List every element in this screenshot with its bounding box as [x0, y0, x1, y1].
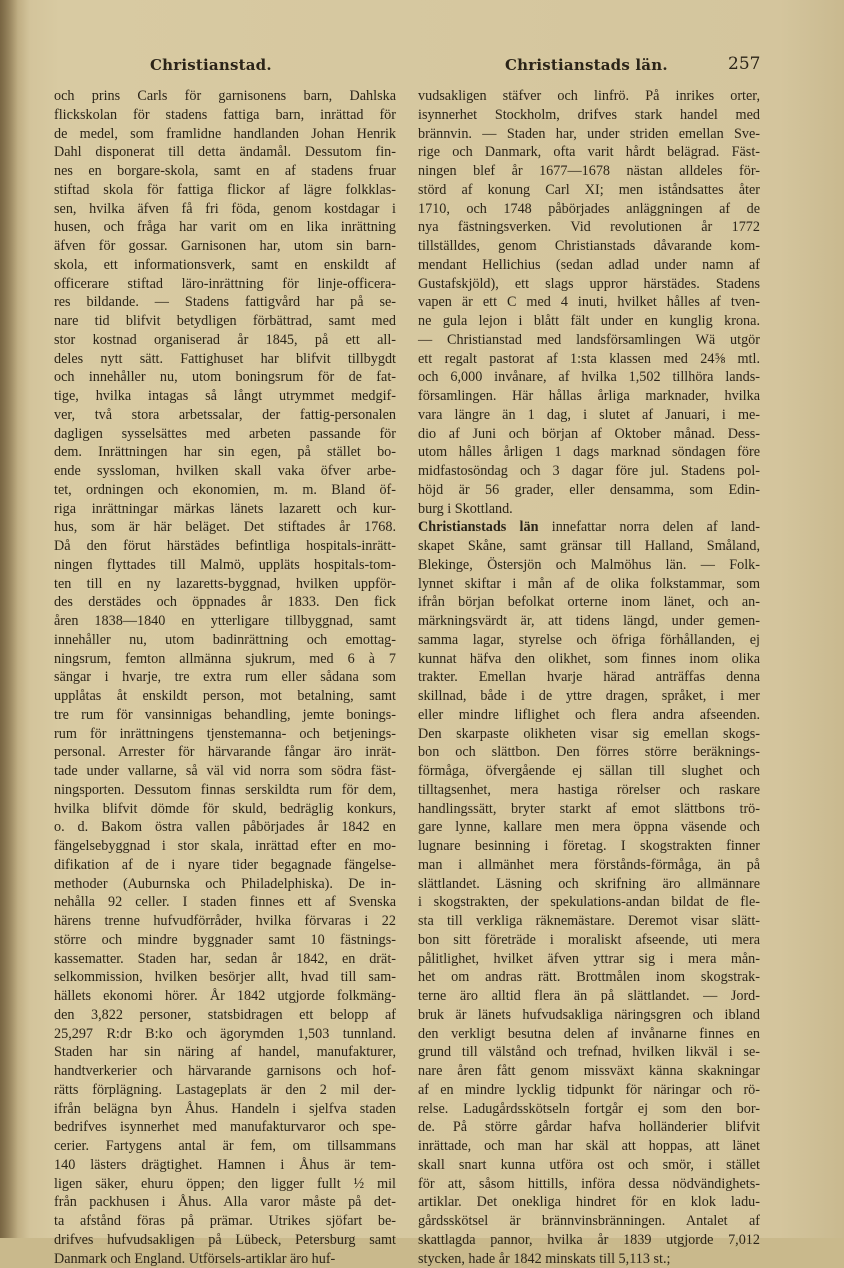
- text-line: upplåtas åt enskildt person, mot betalning, samt: [54, 687, 396, 706]
- text-line: härens trenne hufvudförråder, hvilka förvaras i 22: [54, 912, 396, 931]
- text-line: skattlagda pannor, hvilka år 1839 utgjorde 7,012: [418, 1231, 760, 1250]
- text-line: rum för inrättningens tjenstemanna- och betjenings-: [54, 725, 396, 744]
- text-line: nare tid blifvit betydligen förbättrad, samt med: [54, 312, 396, 331]
- text-line: ningen blef år 1677—1678 nästan alldeles för-: [418, 162, 760, 181]
- text-line: fängelsebyggnad i stor skala, inrättad efter en mo-: [54, 837, 396, 856]
- text-line: hällets ekonomi hörer. År 1842 utgjorde folkmäng-: [54, 987, 396, 1006]
- text-line: slättlandet. Läsning och skrifning äro allmännare: [418, 875, 760, 894]
- text-line: inrättade, och man har skäl att hoppas, att länet: [418, 1137, 760, 1156]
- text-line: personal. Arrester för härvarande fångar äro inrät-: [54, 743, 396, 762]
- text-line: husen, och fråga har varit om en lika inrättning: [54, 218, 396, 237]
- running-header: [0, 52, 844, 78]
- text-line: bruk är länets hufvudsakliga näringsgren och ibland: [418, 1006, 760, 1025]
- text-line: artiklar. Det onekliga hindret för en klok ladu-: [418, 1193, 760, 1212]
- text-line: — Christianstad med landsförsamlingen Wä utgör: [418, 331, 760, 350]
- header-right-title: Christianstads län.: [505, 56, 668, 74]
- text-line: drifves hufvudsakligen på Lübeck, Petersburg samt: [54, 1231, 396, 1250]
- text-line: förmåga, öfvergående ej sällan till slughet och: [418, 762, 760, 781]
- text-line: Dahl disponerat till detta ändamål. Dessutom fin-: [54, 143, 396, 162]
- text-line: vara längre än 1 dag, i slutet af Januari, i me-: [418, 406, 760, 425]
- text-line: kassematter. Staden har, sedan år 1842, en drät-: [54, 950, 396, 969]
- text-line: o. d. Bakom östra vallen påbörjades år 1842 en: [54, 818, 396, 837]
- text-line: pålitlighet, hvilket äfven yttrar sig i mera mån-: [418, 950, 760, 969]
- text-line: ligen säker, ehuru öppen; den ligger fullt ½ mil: [54, 1175, 396, 1194]
- text-line: tillställdes, genom Christianstads dåvarande kom-: [418, 237, 760, 256]
- text-line: ningsporten. Dessutom finnas serskildta rum för dem,: [54, 781, 396, 800]
- header-left-title: Christianstad.: [150, 56, 272, 74]
- text-line: midfastosöndag och 3 dagar före jul. Stadens pol-: [418, 462, 760, 481]
- text-line: innehåller nu, utom badinrättning och emottag-: [54, 631, 396, 650]
- text-line: ifrån början befolkat orterne inom länet, och an-: [418, 593, 760, 612]
- text-line: Blekinge, Östersjön och Malmöhus län. — Folk-: [418, 556, 760, 575]
- text-line: brännvin. — Staden har, under striden emellan Sve-: [418, 125, 760, 144]
- text-line: gare lynne, kallare men mera öppna väsende och: [418, 818, 760, 837]
- text-line: ningen flyttades till Malmö, uppläts hospitals-tom-: [54, 556, 396, 575]
- text-line: flickskolan för stadens fattiga barn, inrättad för: [54, 106, 396, 125]
- text-line: deles nytt sätt. Fattighuset har blifvit tillbygdt: [54, 350, 396, 369]
- text-line: och innehåller nu, utom boningsrum för de fat-: [54, 368, 396, 387]
- text-line: tre rum för vansinnigas behandling, jemte bonings-: [54, 706, 396, 725]
- text-line: tet, ordningen och ekonomien, m. m. Bland öf-: [54, 481, 396, 500]
- text-line: mendant Hellichius (sedan adlad under namn af: [418, 256, 760, 275]
- text-line: riga inrättningar märkas länets lazarett och kur-: [54, 500, 396, 519]
- text-line: kunnat häfva den olikhet, som finnes inom olika: [418, 650, 760, 669]
- text-line: dio af Juni och början af Oktober månad. Dess-: [418, 425, 760, 444]
- text-line: äfven för gossar. Garnisonen har, utom sin barn-: [54, 237, 396, 256]
- right-text-column: [418, 87, 760, 1268]
- text-line: sen, hvilka äfven få fri föda, genom kostdagar i: [54, 200, 396, 219]
- text-line: ifrån belägna byn Åhus. Handeln i sjelfva staden: [54, 1100, 396, 1119]
- text-line: för att, såsom hittills, införa dessa nödvändighets-: [418, 1175, 760, 1194]
- text-line: nare åren fått genom missväxt känna skakningar: [418, 1062, 760, 1081]
- text-line: och 6,000 invånare, af hvilka 1,502 tillhöra lands-: [418, 368, 760, 387]
- text-line: lugnare besinning i företag. I skogstrakten finner: [418, 837, 760, 856]
- text-line: isynnerhet Stockholm, drifves stark handel med: [418, 106, 760, 125]
- text-line: hus, som är här beläget. Det stiftades år 1768.: [54, 518, 396, 537]
- page-gutter-shadow: [0, 0, 18, 1238]
- text-line: bedrifves isynnerhet med manufakturvaror och spe-: [54, 1118, 396, 1137]
- text-line: större och mindre byggnader samt 10 fästnings-: [54, 931, 396, 950]
- text-line: skall snart kunna utföra ost och smör, i stället: [418, 1156, 760, 1175]
- text-line: Då den förut härstädes befintliga hospitals-inrätt-: [54, 537, 396, 556]
- text-line: trakter. Emellan hvarje härad anträffas denna: [418, 668, 760, 687]
- text-line: församlingen. Här hållas årliga marknader, hvilka: [418, 387, 760, 406]
- text-line: ten till en ny lazaretts-byggnad, hvilken uppför-: [54, 575, 396, 594]
- text-line: methoder (Auburnska och Philadelphiska). De in-: [54, 875, 396, 894]
- text-line: stor kostnad organiserad år 1845, på ett all-: [54, 331, 396, 350]
- text-line: de. På större gårdar hafva holländerier blifvit: [418, 1118, 760, 1137]
- text-line: rätts förplägning. Lastageplats är den 2 mil der-: [54, 1081, 396, 1100]
- text-line: res bildande. — Stadens fattigvård har på se-: [54, 293, 396, 312]
- text-line: handlingssätt, bryter starkt af emot slättbons trö-: [418, 800, 760, 819]
- text-line: ver, två stora arbetssalar, der fattig-personalen: [54, 406, 396, 425]
- text-line: dem. Inrättningen har sin egen, på stället bo-: [54, 443, 396, 462]
- text-line: Christianstads län innefattar norra delen af land-: [418, 518, 760, 537]
- text-line: Gustafskjöld), ett slags uppror härstädes. Stadens: [418, 275, 760, 294]
- text-line: ta afstånd föras på prämar. Utrikes sjöfart be-: [54, 1212, 396, 1231]
- text-line: utom hålles årligen 1 dags marknad söndagen före: [418, 443, 760, 462]
- text-line: tilltagsenhet, mera hastiga rörelser och raskare: [418, 781, 760, 800]
- text-line: relse. Ladugårdsskötseln fortgår ej som den bor-: [418, 1100, 760, 1119]
- text-line: ett regalt pastorat af 1:sta klassen med 24⅝ mtl.: [418, 350, 760, 369]
- text-line: 140 lästers drägtighet. Hamnen i Åhus är tem-: [54, 1156, 396, 1175]
- text-line: dagligen sysselsättes med arbeten passande för: [54, 425, 396, 444]
- text-line: den verkligt besutna delen af invånarne finnes en: [418, 1025, 760, 1044]
- text-line: vudsakligen stäfver och linfrö. På inrikes orter,: [418, 87, 760, 106]
- text-line: difikation af de i nyare tider begagnade fängelse-: [54, 856, 396, 875]
- text-line: tade under vallarne, så väl vid norra som södra fäst-: [54, 762, 396, 781]
- text-line: den 3,822 personer, statsbidragen ett belopp af: [54, 1006, 396, 1025]
- text-line: sta till verkliga räknemästare. Deremot visar slätt-: [418, 912, 760, 931]
- text-line: Staden har sin näring af handel, manufakturer,: [54, 1043, 396, 1062]
- text-line: lynnet skiftar i mån af de olika folkstammar, som: [418, 575, 760, 594]
- text-line: rige och Danmark, ofta varit hårdt belägrad. Fäst-: [418, 143, 760, 162]
- text-line: eller mindre liflighet och flera andra afseenden.: [418, 706, 760, 725]
- text-line: officerare stiftad läro-inrättning för linje-officera-: [54, 275, 396, 294]
- text-line: grund till välstånd och trefnad, hvilken likväl i se-: [418, 1043, 760, 1062]
- text-line: bon och slättbon. Den förres större beräknings-: [418, 743, 760, 762]
- text-line: höjd är 56 grader, eller densamma, som Edin-: [418, 481, 760, 500]
- text-line: nehålla 92 celler. I staden finnes ett af Svenska: [54, 893, 396, 912]
- text-line: störd af konung Carl XI; men iståndsattes åter: [418, 181, 760, 200]
- text-line: des derstädes och öppnades år 1833. Den fick: [54, 593, 396, 612]
- text-line: af en mindre lycklig tidpunkt för näringar och rö-: [418, 1081, 760, 1100]
- text-line: samma lagar, styrelse och öfriga förhållanden, ej: [418, 631, 760, 650]
- text-line: gårdsskötsel är brännvinsbränningen. Antalet af: [418, 1212, 760, 1231]
- text-line: skillnad, både i de yttre dragen, språket, i mer: [418, 687, 760, 706]
- text-line: stycken, hade år 1842 minskats till 5,113 st.;: [418, 1250, 760, 1268]
- text-line: märkningsvärdt är, att tidens längd, under gemen-: [418, 612, 760, 631]
- text-line: ningsrum, femton allmänna sjukrum, med 6 à 7: [54, 650, 396, 669]
- text-line: burg i Skottland.: [418, 500, 760, 519]
- text-line: från packhusen i Åhus. Alla varor måste på det-: [54, 1193, 396, 1212]
- text-line: man i allmänhet mera förstånds-förmåga, än på: [418, 856, 760, 875]
- text-line: Danmark och England. Utförsels-artiklar äro huf-: [54, 1250, 396, 1268]
- text-line: terne äro alltid flera än på slättlandet. — Jord-: [418, 987, 760, 1006]
- text-line: skapet Skåne, samt gränsar till Halland, Småland,: [418, 537, 760, 556]
- page-number: 257: [728, 54, 760, 74]
- text-line: selkommission, hvilken besörjer allt, hvad till sam-: [54, 968, 396, 987]
- text-line: de medel, som framlidne handlanden Johan Henrik: [54, 125, 396, 144]
- text-line: hvilka blifvit dömde för skuld, bedräglig konkurs,: [54, 800, 396, 819]
- text-line: 25,297 R:dr B:ko och ägorymden 1,503 tunnland.: [54, 1025, 396, 1044]
- text-line: och prins Carls för garnisonens barn, Dahlska: [54, 87, 396, 106]
- text-line: vapen är ett C med 4 inuti, hvilket hålles af tven-: [418, 293, 760, 312]
- text-line: ne gula lejon i blått fält under en kunglig krona.: [418, 312, 760, 331]
- text-line: cerier. Fartygens antal är fem, om tillsammans: [54, 1137, 396, 1156]
- text-line: stiftad skola för fattiga flickor af lägre folkklas-: [54, 181, 396, 200]
- text-line: nya fästningsverken. Vid revolutionen år 1772: [418, 218, 760, 237]
- text-line: handtverkerier och härvarande garnisons och hof-: [54, 1062, 396, 1081]
- left-text-column: [54, 87, 396, 1268]
- text-line: ende syssloman, hvilken skall vaka öfver arbe-: [54, 462, 396, 481]
- text-line: Den skarpaste olikheten visar sig emellan skogs-: [418, 725, 760, 744]
- text-line: het om andras rätt. Brottmålen inom skogstrak-: [418, 968, 760, 987]
- text-line: i skogstrakten, der spekulations-andan bildat de fle-: [418, 893, 760, 912]
- text-line: sängar i hvarje, tre extra rum eller sådana som: [54, 668, 396, 687]
- text-line: 1710, och 1748 påbörjades anläggningen af de: [418, 200, 760, 219]
- text-line: tige, hvilka intagas så långt utrymmet medgif-: [54, 387, 396, 406]
- text-line: åren 1838—1840 en ytterligare tillbyggnad, samt: [54, 612, 396, 631]
- text-line: skola, ett informationsverk, samt en enskildt af: [54, 256, 396, 275]
- text-line: bon sitt företräde i moraliskt afseende, uti mera: [418, 931, 760, 950]
- text-line: nes en borgare-skola, samt en af stadens fruar: [54, 162, 396, 181]
